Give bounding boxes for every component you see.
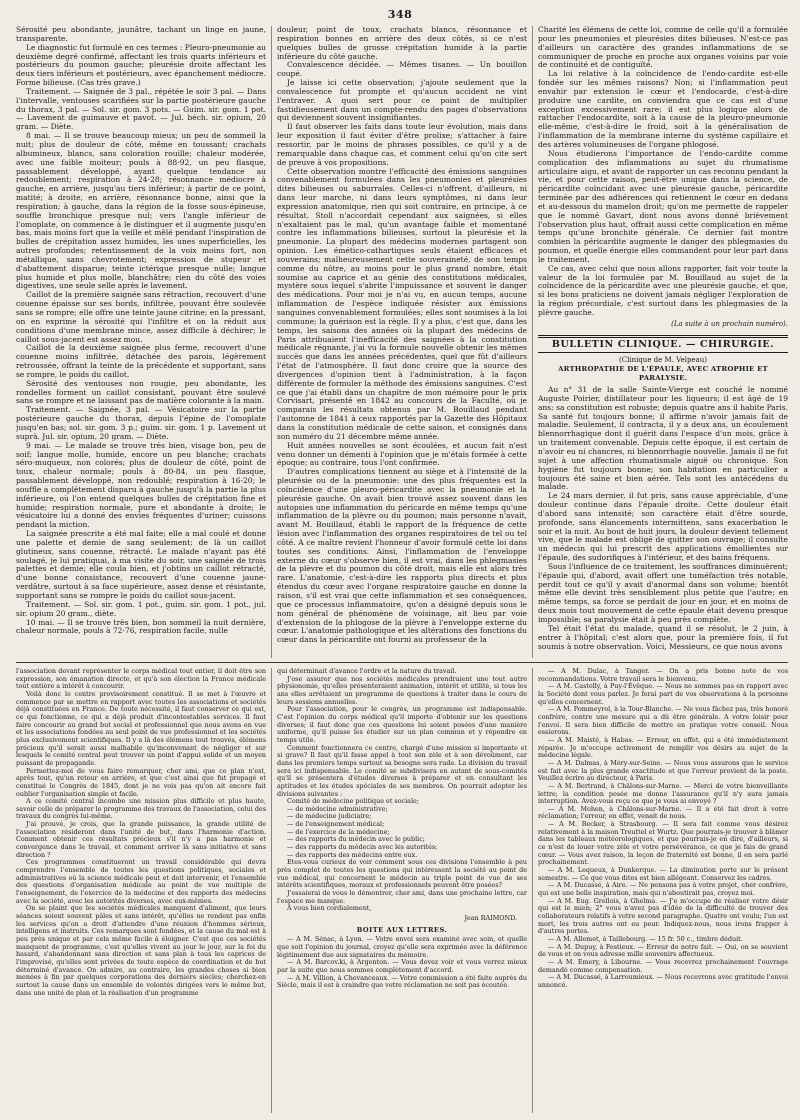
letter-reply: — A M. Pommeyrol, à la Tour-Blanche. — Ne vous fâchez pas, très honoré confrère, contre une mesure qui a dû être générale. A votre loisir pour l'envoi. Il sera bien difficile de mettre en pratique votre conseil. Nous essierons. [538,705,788,737]
list-item: — des rapports du médecin avec le public; [287,835,425,844]
paragraph: Caillot de la deuxième saignée plus ferme, recouvert d'une couenne moins infiltrée, détachée des parois, légèrement retroussée, offrant la teinte de la précédente et supportant, sans se rompre, le poids du caillot. [16,343,266,379]
paragraph: 10 mai. — Il se trouve très bien, bon sommeil la nuit dernière, chaleur normale, pouls à 72-76, respiration facile, nulle [16,617,266,636]
letter-reply: — A M. Villion, à Chevanceaux. — Votre commission a été faite auprès du Siècle, mais il est à craindre que votre réclamation ne soit pas écoutée. [277,973,527,990]
lower-column-1 [16,668,266,1113]
paragraph: l'association devant représenter le corps médical tout entier, il doit être son expression, son émanation directe, et qu'à son élection la France médicale tout entière a intérêt à concourir. [16,668,266,691]
paragraph: Voilà donc le centre provisoirement constitué. Il se met à l'œuvre et commence par se mettre en rapport avec toutes les associations et sociétés déjà constituées en France. De toute nécessité, il faut conserver ce qui est, ce qui fonctionne, ce qui a déjà produit d'incontestables services. Il faut faire concourir au grand but social et professionnel que nous avons en vue et les associations fondées au seul point de vue professionnel et les sociétés plus exclusivement scientifiques. Il y a là des élémens tout trouvés, élémens précieux qu'il serait aussi malhabile qu'inconvenant de négliger et sur lesquels le comité central peut trouver un point d'appui solide et un moyen puissant de propagande. [16,689,266,767]
mailbox-title: BOITE AUX LETTRES. [356,925,448,934]
lower-column-3 [538,668,788,1113]
list-item: — de médecine administrative; [287,804,388,813]
upper-column-2 [277,26,527,658]
paragraph: Sous l'influence de ce traitement, les souffrances diminuèrent; l'épaule qui, d'abord, avait offert une tuméfaction très notable, perdit tout ce qu'il y avait d'anormal dans son volume; bientôt même elle devint très sensiblement plus petite que l'autre; en même temps, sa force se perdait de jour en jour, et en moins de deux mois tout mouvement de cette épaule était devenu presque impossible; sa paralysie était à peu près complète. [538,561,788,624]
paragraph: Sérosité peu abondante, jaunâtre, tachant un linge en jaune, transparente. [16,26,266,43]
paragraph: Caillot de la première saignée sans rétraction, recouvert d'une couenne épaisse sur ses bords, infiltrée, pouvant être soulevée sans se rompre; elle offre une teinte jaune citrine; en la pressant, on en exprime la sérosité qui l'infiltre et on la réduit aux conditions d'une membrane mince, assez difficile à déchirer; le caillot sous-jacent est assez mou. [16,290,266,344]
paragraph: On se plaint que les sociétés médicales manquent d'aliment, que leurs séances soient souvent pâles et sans intérêt, qu'elles ne rendent pas enfin les services qu'on a droit d'attendre d'une réunion d'hommes sérieux, intelligens et instruits. Ces remarques sont fondées, et la cause du mal est à peu près unique et par cela même facile à éloigner. C'est que ces sociétés manquent de programme, c'est qu'elles vivent au jour le jour, sur la foi du hasard, s'abandonnant sans direction et sans plan à tous les caprices de l'improvisé, qu'elles sont privées de toute espèce de coordination et de but déterminé d'avance. On admire, au contraire, les grandes choses si bien menées à fin par quelques corporations des derniers siècles; cherchez-en surtout la cause dans un ensemble de volontés dirigées vers le même but, dans une unité de plan et la réalisation d'un programme [16,904,266,997]
page-number: 348 [387,8,413,21]
paragraph: Nous étudierons l'importance de l'endo-cardite comme complication des inflammations au sujet du rhumatisme articulaire aigu, et avant de rapporter un cas reconnu pendant la vie, et pour cette raison, peut-être unique dans la science, de péricardite coïncidant avec une pleurésie gauche, péricardite terminée par des adhérences qui retiennent le cœur en dedans et au-dessous du mamelon droit; qu'on me permette de rappeler que le nommé Gavart, dont nous avons donné brièvement l'observation plus haut, offrait aussi cette complication en même temps qu'une bronchite générale. Ce dernier fait montre combien la péricardite augmente le danger des phlegmasies du poumon, et quelle énergie elles commandent pour leur part dans le traitement. [538,148,788,264]
upper-column-1 [16,26,266,658]
letter-reply: — A M. Lequeux, à Dunkerque. — La diminution porte sur le présent semestre. — Ce que vous dites est bien allégeant. Conservez les cadres. [538,866,788,882]
paragraph: Sérosité des ventouses non rougie, peu abondante, les rondelles forment un caillot consistant, pouvant être soulevé sans se rompre et ne laissant pas de matière colorante à la main. [16,378,266,406]
paragraph: 8 mai. — Il se trouve beaucoup mieux; un peu de sommeil la nuit; plus de douleur de côté, même en toussant; crachats albumineux, blancs, sans coloration rouille; chaleur modérée, avec une faible moiteur; pouls à 88-92, un peu flasque, passablement développé, ayant quelque tendance au redoublement; respiration à 24-28; résonnance médiocre à gauche, en arrière, jusqu'au tiers inférieur; à partir de ce point, matité; à droite, en arrière, résonnance bonne, ainsi que la respiration; à gauche, dans la région de la fosse sous-épineuse, souffle bronchique presque nul; vers l'angle inférieur de l'omoplate, on commence à le distinguer et il augmente jusqu'en bas, mais moins fort que la veille et mêlé pendant l'inspiration de bulles de crépitation assez humides, les unes superficielles, les autres profondes; retentissement de la voix moins fort, non métallique, sans chevrotement; expression de stupeur et d'abattement disparue; teinte ictérique presque nulle; langue plus humide et plus molle, blanchâtre; rien du côté des voies digestives, une seule selle après le lavement. [16,131,266,291]
paragraph: J'ai prouvé, je crois, que la grande puissance, la grande utilité de l'association résideront dans l'unité de but, dans l'harmonie d'action. Comment obtenir ces résultats précieux s'il n'y a pas harmonie et convergence dans le travail, et comment arriver là sans initiative et sans direction ? [16,820,266,859]
lower-section [16,668,788,1113]
paragraph: Traitement. — Saignée, 3 pal. — Vésicatoire sur la partie postérieure gauche du thorax, depuis l'épine de l'omoplate jusqu'en bas; sol. sir. gom. 3 p.; guim. sir. gom. 1 p. Lavement ut suprà. Jul. sir. opium, 20 gram. — Diète. [16,405,266,441]
paragraph: Le 24 mars dernier, il fut pris, sans cause appréciable, d'une douleur continue dans l'épaule droite. Cette douleur était d'abord sans intensité; son caractère était d'être sourde, profonde, sans élancements intermittens, sans exacerbation le soir et la nuit. Au bout de huit jours, la douleur devient tellement vive, que le malade est obligé de quitter son ouvrage; il consulte un médecin qui lui prescrit des applications émollientes sur l'épaule, des sudorifiques à l'intérieur, et des bains fréquens. [538,491,788,563]
paragraph: J'ose assurer que nos sociétés médicales prendraient une tout autre physionomie, qu'elles présenteraient animation, intérêt et utilité, si tous les ans elles arrêtaient un programme de questions à traiter dans le cours de leurs sessions annuelles. [277,674,527,706]
column-rule [532,26,533,658]
paragraph: 9 mai. — Le malade se trouve très bien, visage bon, peu de soif; langue molle, humide, encore un peu blanche; crachats séro-muqueux, non colorés; plus de douleur de côté, point de toux, chaleur normale; pouls à 80-84, un peu flasque, passablement développé, non redoublé; respiration à 16-20; le souffle a complètement disparu à gauche jusqu'à la partie la plus inférieure, où l'on entend quelques bulles de crépitation fine et humide; respiration normale, pure et abondante à droite; le vésicatoire lui a donné des envies fréquentes d'uriner; cuissons pendant la miction. [16,440,266,530]
paragraph: douleur, point de toux, crachats blancs, résonnance et respiration bonnes en arrière des deux côtés, si ce n'est quelques bulles de grosse crépitation humide à la partie inférieure du côté gauche. [277,26,527,61]
upper-column-3 [538,26,788,658]
letter-reply: — A M. Allemet, à Taillebourg. — 15 fr. 50 c., timbre déduit. [548,934,743,943]
letter-reply: — A M. Maisté, à Habas. — Erreur, en effet, qui a été immédiatement réparée. Je m'occupe activement de remplir vos désirs au sujet de la médecine légale. [538,735,788,760]
paragraph: La loi relative à la coïncidence de l'endo-cardite est-elle fondée sur les mêmes raisons? Non; si l'inflammation peut envahir par extension le cœur et l'endocarde, c'est-à-dire produire une cardite, on conviendra que ce cas est d'une exception excessivement rare; il est plus logique alors de rattacher l'endocardite, soit à la cause de la pleuro-pneumonie elle-même, c'est-à-dire le froid, soit à la généralisation de l'inflammation de la membrane interne du système capillaire et des artères volumineuses de l'organe phlogosé. [538,69,788,149]
paragraph: Permettez-moi de vous faire remarquer, cher ami, que ce plan n'est, après tout, qu'un retour en arrière, et que c'est ainsi que fut propagé et constitué le Congrès de 1845, dont je ne vois pas qu'on ait encore fait oublier l'organisation simple et facile. [16,766,266,798]
paragraph: Tel était l'état du malade, quand il se résolut, le 2 juin, à entrer à l'hôpital; c'est alors que, pour la première fois, il fut soumis à notre observation. Voici, Messieurs, ce que nous avons [538,623,788,651]
letter-reply: — A M. Castelly, à Puy-l'Évêque. — Nous ne sommes pas en rapport avec la Société dont vous parlez. Je ferai part de vos observations à la personne qu'elles concernent. [538,682,788,706]
letter-reply: — A M. Ducassé, à Larroumieux. — Nous recevrons avec gratitude l'envoi annoncé. [538,973,788,989]
closing: A vous bien cordialement, [287,904,372,913]
lower-column-2 [277,668,527,1113]
letter-reply: — A M. Eug. Grellois, à Ghelma. — J'e m'occupe de réaliser votre désir qui est le mien; 2° vous n'avez pas d'idée de la difficulté de trouver des collaborateurs relatifs à votre second paragraphe. Quatre ont voulu; l'un est mort, les trois autres ont eu peur. Indiquez-nous, nous irons frapper à d'autres portes. [538,896,788,936]
paragraph: qui déterminait d'avance l'ordre et la nature du travail. [277,668,457,675]
column-rule [532,668,533,1113]
paragraph: Ce cas, avec celui que nous allons rapporter, fait voir toute la valeur de la loi formulée par M. Bouillaud au sujet de la coïncidence de la péricardite avec une pleurésie gauche, et que, si les bons praticiens ne doivent jamais négliger l'exploration de la région précordiale, c'est surtout dans les phlegmasies de la plèvre gauche. [538,263,788,317]
paragraph: Cette observation montre l'efficacité des émissions sanguines convenablement formulées dans les pneumonies et pleurésies dites bilieuses ou saburrales. Celles-ci n'offrent, d'ailleurs, ni dans leur marche, ni dans leurs symptômes, ni dans leur expression anatomique, rien qui soit contraire, en principe, à ce résultat. Stoll n'accordait cependant aux saignées, si elles n'exaltaient pas le mal, qu'un avantage faible et momentané contre les inflammations bilieuses, surtout la pleurésie et la pneumonie. La plupart des médecins modernes partagent son opinion. Les émético-cathartiques seuls étaient efficaces et souverains; malheureusement cette souveraineté, de son temps comme du nôtre, au moins pour le plus grand nombre, était soumise au caprice et au génie des constitutions médicales, mystère sous lequel s'abrite l'impuissance et souvent le danger des médications. Pour moi je n'ai vu, en aucun temps, aucune inflammation de l'espèce indiquée résister aux émissions sanguines convenablement formulées; elles sont soumises à la loi commune; la guérison est la règle. Il y a plus, c'est que, dans les temps, les saisons des années où la plupart des médecins de Paris attribuaient l'inefficacité des saignées à la constitution médicale régnante, j'ai vu la formule nouvelle obtenir les mêmes succès que dans les années précédentes, quel que fût d'ailleurs l'état de l'atmosphère. Il faut donc croire que la source des divergences d'opinion tient à l'administration, à la façon différente de formuler la méthode des émissions sanguines. C'est ce que j'ai établi dans un chapitre de mon mémoire pour le prix Corvisart, présenté en 1842 au concours de la Faculté, où je comparais les résultats obtenus par M. Bouillaud pendant l'automne de 1841 à ceux rapportés par la Gazette des Hôpitaux dans la constitution médicale de cette saison, et consignés dans son numéro du 21 décembre même année. [277,166,527,441]
paragraph: A ce comité central incombe une mission plus difficile et plus haute, savoir celle de préparer le programme des travaux de l'association, celui des travaux du congrès lui-même. [16,797,266,821]
letter-reply: — A M. Barcov.ki, à Argenton. — Vous devez voir et vous verrez mieux par la suite que nous sommes complètement d'accord. [277,958,527,974]
paragraph: Charité les élémens de cette loi, comme de celle qu'il a formulée pour les pneumonies et pleurésies dites bilieuses. N'est-ce pas d'ailleurs un caractère des grandes inflammations de se communiquer de proche en proche aux organes voisins par voie de continuité et de contiguïté. [538,26,788,70]
list-item: — des rapports du médecin avec les autorités; [287,843,438,852]
paragraph: Etes-vous curieux de voir comment sous ces divisions l'ensemble à peu près complet de toutes les questions qui intéressent la société au point de vue médical, qui concernent le médecin au triple point de vue de ses intérêts scientifiques, moraux et professionnels peuvent être posées? [277,858,527,890]
section-divider [16,662,788,663]
paragraph: Huit années nouvelles se sont écoulées, et aucun fait n'est venu donner un démenti à l'opinion que je m'étais formée à cette époque; au contraire, tous l'ont confirmée. [277,440,527,468]
letter-reply: — A M. Mohen, à Châlons-sur-Marne. — Il a été fait droit à votre réclamation; l'erreur, en effet, venait de nous. [538,804,788,821]
list-item: — de l'exercice de la médecine; [287,827,390,836]
paragraph: Ces programmes constitueront un travail considérable qui devra comprendre l'ensemble de toutes les questions politiques, sociales et administratives où la science médicale peut et doit intervenir, et l'ensemble des questions d'organisation médicale au point de vue multiple de l'enseignement, de l'exercice de la médecine et des rapports des médecins avec la société, avec les autorités diverses, avec eux-mêmes. [16,858,266,905]
paragraph: Traitement. — Saignée de 3 pal., répétée le soir 3 pal. — Dans l'intervalle, ventouses scarifiées sur la partie postérieure gauche du thorax, 3 pal. — Sol. sir. gom. 3 pots. — Guim. sir. gom. 1 pot. — Lavement de guimauve et pavot. — Jul. béch. sir. opium, 20 gram. — Diète. [16,86,266,132]
paragraph: Il faut observer les faits dans toute leur évolution, mais dans leur exposition il faut éviter d'être prolixe; s'attacher à faire ressortir, par le moins de phrases possibles, ce qu'il y a de remarquable dans chaque cas, et comment celui qu'on cite sert de preuve à vos propositions. [277,122,527,167]
list-item: — de l'enseignement médical; [287,820,385,829]
paragraph: Traitement. — Sol. sir. gom. 1 pot., guim. sir. gom. 1 pot., jul. sir. opium 20 gram., diète. [16,599,266,618]
paragraph: Le diagnostic fut formulé en ces termes : Pleuro-pneumonie au deuxième degré confirmé, affectant les trois quarts inférieurs et postérieurs du poumon gauche; pleurésie droite affectant les deux tiers inférieurs et postérieurs, avec épanchement médiocre. Forme bilieuse. (Cas très grave.) [16,42,266,88]
column-rule [271,668,272,1113]
bulletin-title: BULLETIN CLINIQUE. — CHIRURGIE. [538,335,788,353]
paragraph: Je laisse ici cette observation; j'ajoute seulement que la convalescence fut prompte et qu'aucun accident ne vint l'entraver. A quoi sert pour ce point de multiplier fastidieusement dans un compte-rendu des pages d'observations qui deviennent souvent insignifiantes. [277,78,527,123]
case-title: ARTHROPATHIE DE L'ÉPAULE, AVEC ATROPHIE ET PARALYSIE. [558,365,768,383]
letter-reply: — A M. Sénac, à Lyon. — Votre envoi sera examiné avec soin, et quelle que soit l'opinion du journal, croyez qu'elle sera exprimée avec la déférence légitimement due aux signataires du mémoire. [277,935,527,959]
list-item: — de médecine judiciaire; [287,812,372,821]
list-item: — des rapports des médecins entre eux. [287,850,418,859]
letter-reply: — A M. Dalmas, à Méry-sur-Seine. — Nous vous assurons que le service est fait avec la plus grande exactitude et que l'erreur provient de la poste. Veuillez écrire au directeur, à Paris. [538,758,788,783]
paragraph: Au n° 31 de la salle Sainte-Vierge est couché le nommé Auguste Poirier, distillateur pour les liqueurs; il est âgé de 19 ans; sa constitution est robuste; depuis quatre ans il habite Paris. Sa santé fut toujours bonne; il affirme n'avoir jamais fait de maladie. Seulement, il contracta, il y a deux ans, un écoulement blennorrhagique dont il guérit dans l'espace d'un mois, grâce à un traitement convenable. Depuis cette époque, il est certain de n'avoir eu ni chancres, ni blennorrhagie nouvelle. Jamais il ne fut sujet à une affection rhumatismale aiguë ou chronique. Son hygiène fut toujours bonne; son habitation en particulier a toujours été saine et bien aérée. Tels sont les antécédens du malade. [538,385,788,492]
paragraph: J'essaierai de vous le démontrer, cher ami, dans une prochaine lettre, car l'espace me manque. [277,889,527,905]
letter-reply: — A M. Dulac, à Tanger. — On a pris bonne note de vos recommandations. Votre travail sera le bienvenu. [538,668,788,683]
paragraph: Pour l'association, pour le congrès, un programme est indispensable. C'est l'opinion du corps médical qu'il importe d'obtenir sur les questions diverses; il faut donc que ces questions lui soient posées d'une manière uniforme, qu'il puisse les étudier sur un plan commun et y répondre en temps utile. [277,705,527,744]
upper-section [16,26,788,658]
letter-reply: — A M. Bertrand, à Châlons-sur-Marne. — Merci de votre bienveillante lettre; la condition posée me donne l'assurance qu'il n'y aura jamais interruption. Avez-vous reçu ce que je vous ai envoyé ? [538,781,788,806]
paragraph: Convalescence décidée. — Mêmes tisanes. — Un bouillon coupé. [277,60,527,79]
paragraph: Comment fonctionnera ce centre, chargé d'une mission si importante et si grave? Il faut qu'il fasse appel à tout son zèle et à son dévoûment, car dans les premiers temps surtout sa besogne sera rude. La division du travail sera ici indispensable. Le comité se subdivisera en autant de sous-comités qu'il se présentera d'études diverses à préparer et en consultant les aptitudes et les études spéciales de ses membres. On pourrait adopter les divisions suivantes : [277,743,527,798]
paragraph: La saignée prescrite a été mal faite; elle a mal coulé et donne une palette et demie de sang seulement; de là un caillot glutineux, sans couenne, rétracté. Le malade n'ayant pas été soulagé, je lui pratiquai, à ma visite du soir, une saignée de trois palettes et demie; elle coula bien, et j'obtins un caillot rétracté, d'une bonne consistance, recouvert d'une couenne jaune-verdâtre, surtout à sa face supérieure, assez dense et résistante, supportant sans se rompre le poids du caillot sous-jacent. [16,529,266,600]
column-rule [271,26,272,658]
clinic-label: (Clinique de M. Velpeau) [619,355,707,364]
paragraph: D'autres complications tiennent au siège et à l'intensité de la pleurésie ou de la pneumonie: une des plus fréquentes est la coïncidence d'une pleuro-péricardite avec la pneumonie et la pleurésie gauche. On avait bien trouvé assez souvent dans les autopsies une inflammation du péricarde en même temps qu'une inflammation de la plèvre ou du poumon; mais personne n'avait, avant M. Bouillaud, établi le rapport de la fréquence de cette lésion avec l'inflammation des organes respiratoires de tel ou tel côté. A ce maître revient l'honneur d'avoir formulé cette loi dans toutes ses conditions. Ainsi, l'inflammation de l'enveloppe externe du cœur s'observe bien, il est vrai, dans les phlegmasies de la plèvre et du poumon du côté droit, mais elle est alors très rare. L'anatomie, c'est-à-dire les rapports plus directs et plus étendus du cœur avec l'organe respiratoire gauche en donne la raison, s'il est vrai que cette inflammation et ses conséquences, que ce processus inflammatoire, qu'on a désigné depuis sous le nom général de phénomène de voisinage, ait lieu par voie d'extension de la phlogose de la plèvre à l'enveloppe externe du cœur. L'anatomie pathologique et les altérations des fonctions du cœur dans la péricardite ont fourni au professeur de la [277,467,527,645]
signature: Jean RAIMOND. [464,914,517,922]
letter-reply: — A M. Becker, à Strasbourg. — Il sera fait comme vous désirez relativement à la maison Treuttel et Wurtz. Que pourrais-je trouver à blâmer dans les tableaux météorologiques, et que pourrais-je en dire, d'ailleurs, si ce n'est de louer votre zèle et votre persévérance, ce que je fais de grand cœur. — Vous avez raison, la leçon de fraternité est bonne, il en sera parlé prochainement. [538,820,788,867]
letter-reply: — A M. Emery, à Libourne. — Vous recevrez prochainement l'ouvrage demandé comme compensation. [538,957,788,974]
list-item: Comité de médecine politique et sociale; [287,797,419,806]
letter-reply: — A M. Ducassé, à Aire. — Ne pensons pas à votre projet, cher confrère, qui est une belle inspiration, mais qui n'aboutirait pas, croyez moi. [538,881,788,898]
continued-note: (La suite à un prochain numéro). [671,319,788,328]
letter-reply: — A M. Dupuy, à Festieux. — Erreur de notre fait. — Oui, on se souvient de vous et on vous adresse mille souvenirs affectueux. [538,942,788,959]
